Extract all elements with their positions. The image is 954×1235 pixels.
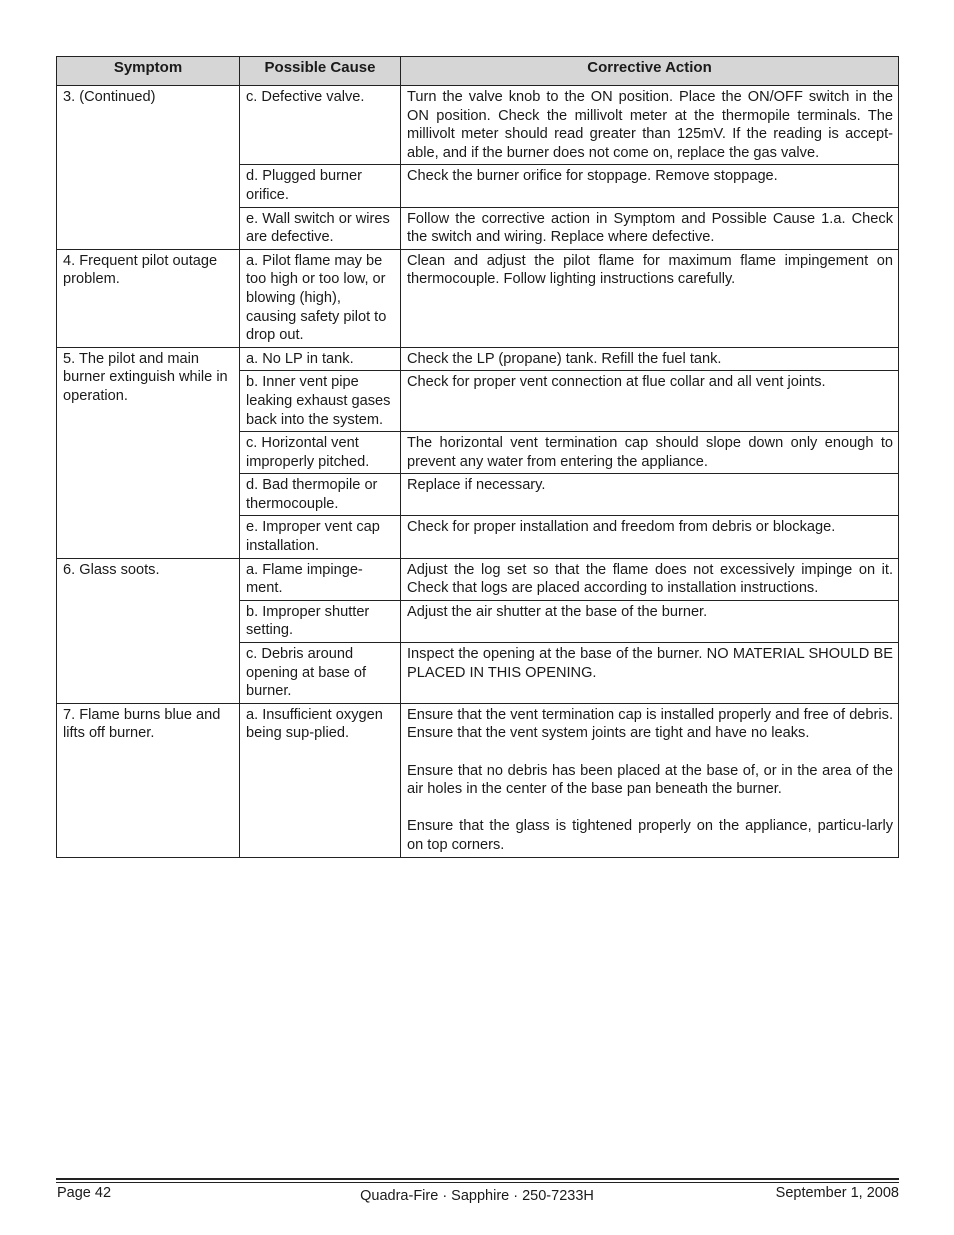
action-paragraph: Replace if necessary.	[407, 477, 546, 494]
cause-cell: c. Defective valve.	[240, 86, 401, 165]
cause-cell: c. Debris around opening at base of burner.	[240, 643, 401, 704]
cause-cell: a. No LP in tank.	[240, 347, 401, 371]
action-paragraph: Turn the valve knob to the ON position. Place the ON/OFF switch in the ON position. Check the millivolt meter at the thermopile terminals. The millivolt meter should read greater than 125mV. If the reading is accept-able, and if the burner does not come on, replace the gas valve.	[407, 89, 893, 161]
table-row	[57, 347, 899, 371]
troubleshooting-table	[56, 56, 899, 858]
action-paragraph: Ensure that the vent termination cap is installed properly and free of debris. Ensure that the vent system joints are tight and have no leaks.	[407, 706, 893, 742]
symptom-cell: 6. Glass soots.	[57, 558, 240, 703]
cause-cell: a. Pilot flame may be too high or too low, or blowing (high), causing safety pilot to drop out.	[240, 249, 401, 347]
symptom-cell: 4. Frequent pilot outage problem.	[57, 249, 240, 347]
symptom-cell: 3. (Continued)	[57, 86, 240, 250]
action-paragraph: Ensure that the glass is tightened properly on the appliance, particu-larly on top corners.	[407, 818, 893, 853]
document-title: Quadra-Fire · Sapphire · 250-7233H	[360, 1188, 594, 1204]
cause-cell: d. Bad thermopile or thermocouple.	[240, 474, 401, 516]
action-paragraph: Check the burner orifice for stoppage. Remove stoppage.	[407, 168, 778, 185]
action-cell	[401, 86, 899, 165]
action-cell	[401, 371, 899, 432]
action-cell	[401, 643, 899, 704]
symptom-cell: 5. The pilot and main burner extinguish while in operation.	[57, 347, 240, 558]
action-cell	[401, 249, 899, 347]
action-paragraph: The horizontal vent termination cap should slope down only enough to prevent any water from entering the appliance.	[407, 435, 893, 470]
action-cell	[401, 432, 899, 474]
action-paragraph: Clean and adjust the pilot flame for maximum flame impingement on thermocouple. Follow lighting instructions carefully.	[407, 252, 893, 288]
cause-cell: a. Insufficient oxygen being sup-plied.	[240, 703, 401, 857]
table-row	[57, 249, 899, 347]
action-paragraph: Ensure that no debris has been placed at the base of, or in the area of the air holes in the center of the base pan beneath the burner.	[407, 762, 893, 798]
action-cell	[401, 474, 899, 516]
footer-rule-thin	[56, 1182, 899, 1183]
page-number: Page 42	[57, 1185, 112, 1201]
table-row	[57, 86, 899, 165]
header-symptom: Symptom	[57, 57, 240, 86]
action-cell	[401, 207, 899, 249]
action-paragraph: Inspect the opening at the base of the burner. NO MATERIAL SHOULD BE PLACED IN THIS OPENING.	[407, 646, 893, 681]
action-paragraph: Check for proper installation and freedom from debris or blockage.	[407, 519, 836, 536]
action-cell	[401, 165, 899, 207]
header-corrective-action: Corrective Action	[401, 57, 899, 86]
action-paragraph: Check the LP (propane) tank. Refill the fuel tank.	[407, 350, 722, 367]
action-paragraph: Check for proper vent connection at flue collar and all vent joints.	[407, 374, 826, 391]
cause-cell: d. Plugged burner orifice.	[240, 165, 401, 207]
document-date: September 1, 2008	[775, 1185, 899, 1201]
cause-cell: a. Flame impinge-ment.	[240, 558, 401, 600]
action-cell	[401, 516, 899, 558]
cause-cell: e. Improper vent cap installation.	[240, 516, 401, 558]
cause-cell: c. Horizontal vent improperly pitched.	[240, 432, 401, 474]
cause-cell: e. Wall switch or wires are defective.	[240, 207, 401, 249]
cause-cell: b. Improper shutter setting.	[240, 600, 401, 642]
header-possible-cause: Possible Cause	[240, 57, 401, 86]
symptom-cell: 7. Flame burns blue and lifts off burner.	[57, 703, 240, 857]
table-body	[57, 86, 899, 858]
action-paragraph: Adjust the air shutter at the base of the burner.	[407, 603, 708, 620]
table-header-row	[57, 57, 899, 86]
action-cell	[401, 558, 899, 600]
action-paragraph: Follow the corrective action in Symptom and Possible Cause 1.a. Check the switch and wiring. Replace where defective.	[407, 210, 893, 246]
action-cell	[401, 600, 899, 642]
footer-rule-thick	[56, 1178, 899, 1180]
table-row	[57, 703, 899, 857]
table-row	[57, 558, 899, 600]
action-cell	[401, 703, 899, 857]
action-cell	[401, 347, 899, 371]
action-paragraph: Adjust the log set so that the flame does not excessively impinge on it. Check that logs are placed according to installation instructions.	[407, 561, 893, 597]
cause-cell: b. Inner vent pipe leaking exhaust gases back into the system.	[240, 371, 401, 432]
